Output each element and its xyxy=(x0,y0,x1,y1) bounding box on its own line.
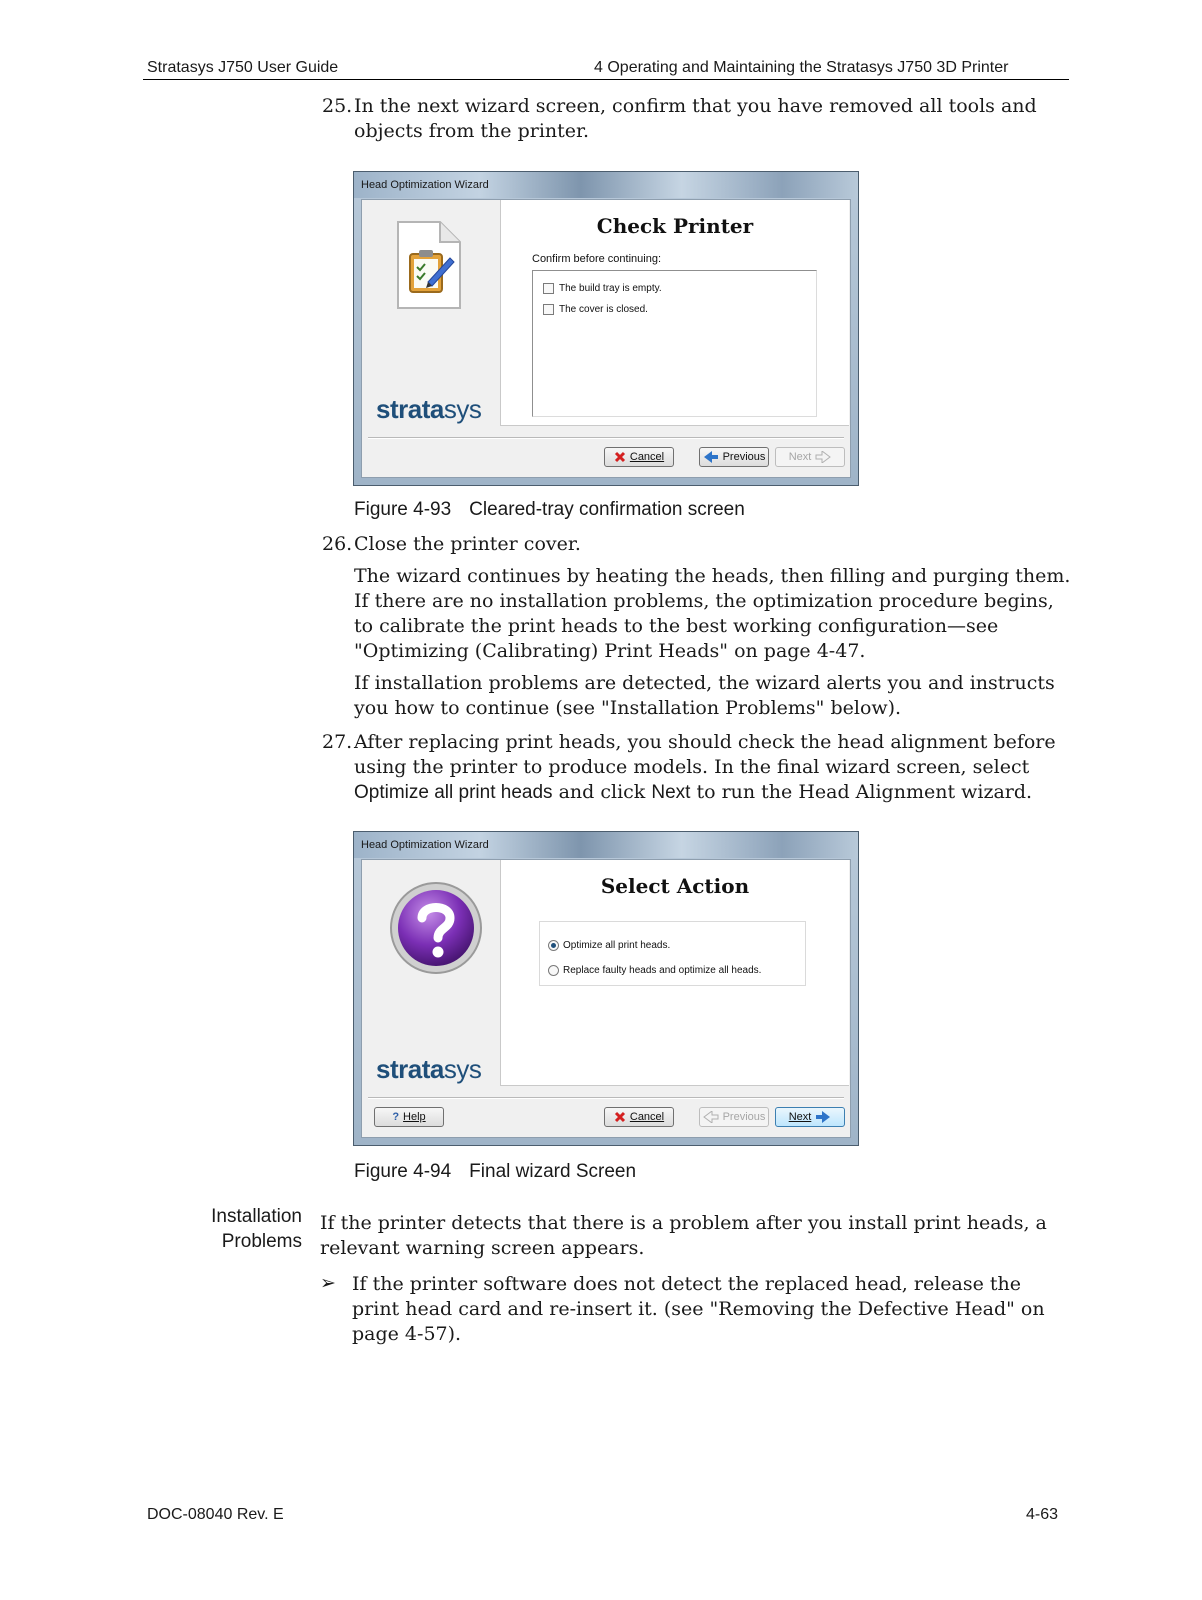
footer-page-number: 4-63 xyxy=(1026,1506,1059,1523)
dialog-title: Head Optimization Wizard xyxy=(361,179,489,191)
wizard-side-pane xyxy=(362,200,499,424)
running-header-title: Stratasys J750 User Guide xyxy=(147,59,339,76)
dialog-title-bar xyxy=(354,172,858,198)
footer-doc-number: DOC-08040 Rev. E xyxy=(147,1506,284,1523)
action-options-group xyxy=(539,921,806,986)
installation-intro: If the printer detects that there is a problem after you install print heads, a relevant warning screen appears. xyxy=(320,1212,1047,1259)
build-tray-label: The build tray is empty. xyxy=(559,283,662,294)
wizard-heading: Check Printer xyxy=(596,214,754,238)
wizard-content-pane xyxy=(500,200,849,426)
replace-faulty-radio[interactable] xyxy=(548,965,559,976)
dialog-client xyxy=(361,199,851,478)
help-icon: ? xyxy=(392,1111,400,1123)
checklist-box xyxy=(532,270,817,417)
wizard-side-pane xyxy=(362,860,499,1084)
replace-faulty-label: Replace faulty heads and optimize all heads. xyxy=(563,965,762,976)
previous-button[interactable]: Previous xyxy=(699,1107,769,1127)
red-x-icon xyxy=(614,451,626,463)
wizard-content-pane xyxy=(500,860,849,1086)
button-separator xyxy=(368,1097,844,1099)
wizard-heading: Select Action xyxy=(600,874,750,898)
problems-detected-paragraph: If installation problems are detected, the wizard alerts you and instructs you how to continue (see "Installation Problems" below). xyxy=(354,672,1055,719)
bullet-reinsert-card: If the printer software does not detect the replaced head, release the print head card and re-insert it. (see "Removing the Defective Head" on page 4-57). xyxy=(352,1273,1045,1345)
clipboard-document-icon xyxy=(392,218,464,314)
next-button[interactable]: Next xyxy=(775,1107,845,1127)
figure-caption-4-93 xyxy=(354,499,745,521)
header-rule xyxy=(143,79,1069,80)
forward-arrow-icon xyxy=(815,1111,831,1123)
ui-term-next: Next xyxy=(651,782,691,803)
dialog-client xyxy=(361,859,851,1138)
cover-closed-checkbox[interactable] xyxy=(543,304,554,315)
step-number: 26. xyxy=(322,533,353,555)
dialog-title: Head Optimization Wizard xyxy=(361,839,489,851)
step-number: 25. xyxy=(322,95,353,117)
back-arrow-icon xyxy=(703,451,719,463)
cancel-button[interactable]: Cancel xyxy=(604,447,674,467)
optimize-all-radio[interactable] xyxy=(548,940,559,951)
forward-arrow-icon xyxy=(815,451,831,463)
stratasys-logo: stratasys xyxy=(376,394,482,424)
figure-caption-4-94 xyxy=(354,1161,636,1183)
back-arrow-icon xyxy=(703,1111,719,1123)
stratasys-logo: stratasys xyxy=(376,1054,482,1084)
next-button[interactable]: Next xyxy=(775,447,845,467)
help-button[interactable]: ? Help xyxy=(374,1107,444,1127)
question-mark-icon xyxy=(388,880,484,976)
cover-closed-label: The cover is closed. xyxy=(559,304,648,315)
side-heading-installation-problems: Installation Problems xyxy=(211,1206,302,1252)
check-printer-dialog xyxy=(353,171,859,486)
step-text: In the next wizard screen, confirm that you have removed all tools and objects from the printer. xyxy=(354,95,1037,142)
caption-title: Final wizard Screen xyxy=(469,1161,637,1182)
dialog-title-bar xyxy=(354,832,858,858)
wizard-continues-paragraph: The wizard continues by heating the heads, then filling and purging them. If there are no installation problems, the optimization procedure begins, to calibrate the print heads to the best working configuration—see "Optimizing (Calibrating) Print Heads" on page 4-47. xyxy=(354,565,1071,662)
caption-title: Cleared-tray confirmation screen xyxy=(469,499,745,520)
cancel-button[interactable]: Cancel xyxy=(604,1107,674,1127)
optimize-all-label: Optimize all print heads. xyxy=(563,940,671,951)
step-number: 27. xyxy=(322,731,353,753)
button-separator xyxy=(368,437,844,439)
previous-button[interactable]: Previous xyxy=(699,447,769,467)
build-tray-checkbox[interactable] xyxy=(543,283,554,294)
step-text: Close the printer cover. xyxy=(354,533,581,555)
caption-number: Figure 4-94 xyxy=(354,1161,452,1182)
caption-number: Figure 4-93 xyxy=(354,499,452,520)
confirm-prompt: Confirm before continuing: xyxy=(532,253,662,265)
step-text: After replacing print heads, you should check the head alignment before using the printer to produce models. In the final wizard screen, select Optimize all print heads and click Next to run the Head Alignment wizard. xyxy=(354,731,1056,803)
ui-term-optimize: Optimize all print heads xyxy=(354,782,553,803)
select-action-dialog xyxy=(353,831,859,1146)
red-x-icon xyxy=(614,1111,626,1123)
bullet-arrow-icon: ➢ xyxy=(320,1272,336,1294)
running-header-chapter: 4 Operating and Maintaining the Stratasys J750 3D Printer xyxy=(594,59,1009,76)
